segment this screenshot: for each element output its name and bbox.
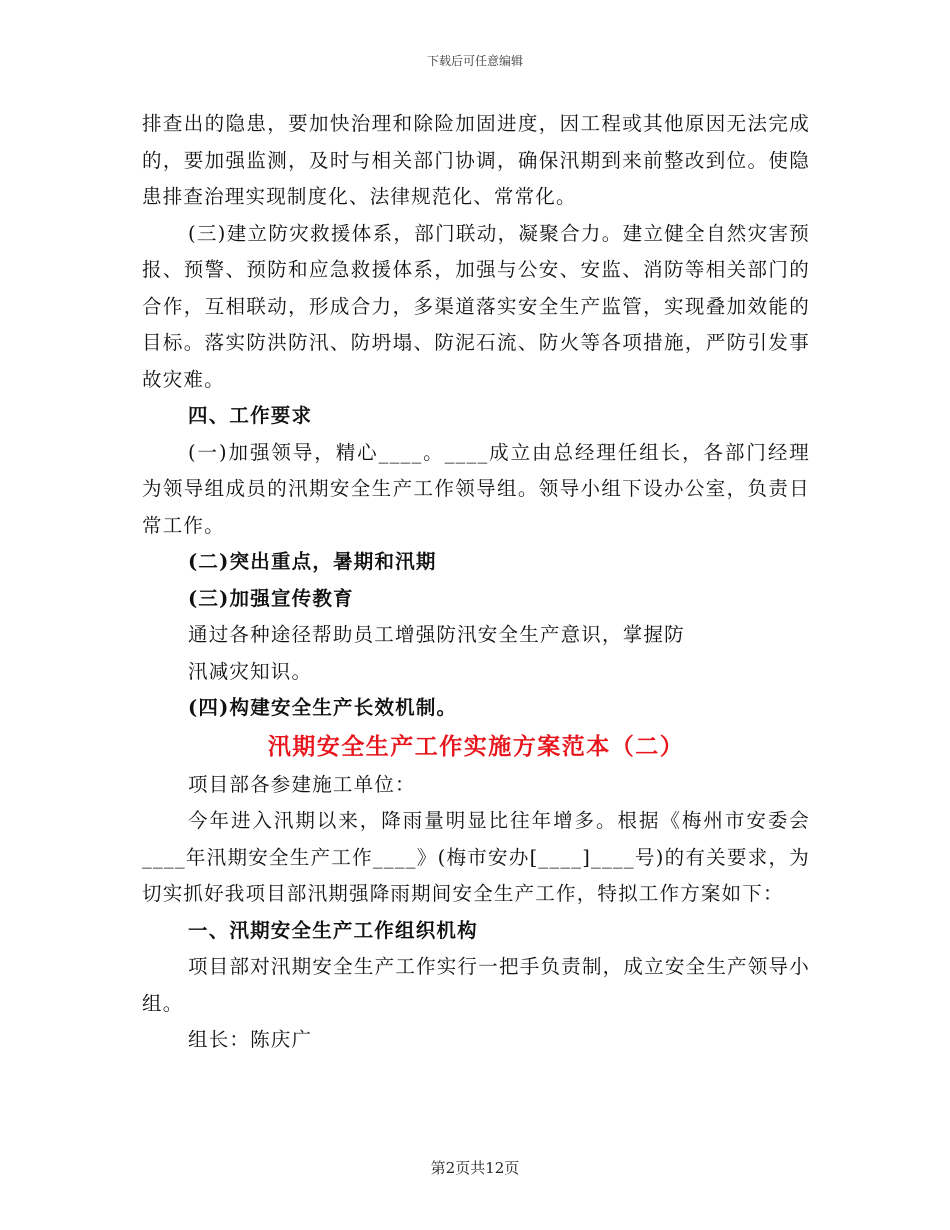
heading-publicity: (三)加强宣传教育: [188, 586, 354, 610]
heading-work-requirements: 四、工作要求: [188, 404, 313, 427]
heading-organization: 一、汛期安全生产工作组织机构: [188, 918, 478, 942]
paragraph-team-leader: 组长：陈庆广: [188, 1028, 313, 1051]
paragraph-intro: 今年进入汛期以来，降雨量明显比往年增多。根据《梅州市安委会____年汛期安全生产工作____》(梅市安办[____]____号)的有关要求，为切实抓好我项目部汛期强降雨期间安全生产工作，特拟工作方案如下：: [142, 809, 810, 905]
paragraph-disaster-relief: (三)建立防灾救援体系，部门联动，凝聚合力。建立健全自然灾害预报、预警、预防和应急救援体系，加强与公安、安监、消防等相关部门的合作，互相联动，形成合力，多渠道落实安全生产监管，实现叠加效能的目标。落实防洪防汛、防坍塌、防泥石流、防火等各项措施，严防引发事故灾难。: [142, 221, 810, 391]
paragraph-responsibility: 项目部对汛期安全生产工作实行一把手负责制，成立安全生产领导小组。: [142, 955, 810, 1015]
page-footer: 第2页共12页: [430, 1159, 520, 1177]
document-body: [142, 106, 810, 1059]
paragraph-hazard-rectification: 排查出的隐患，要加快治理和除险加固进度，因工程或其他原因无法完成的，要加强监测，及时与相关部门协调，确保汛期到来前整改到位。使隐患排查治理实现制度化、法律规范化、常常化。: [142, 112, 810, 208]
heading-focus: (二)突出重点，暑期和汛期: [188, 550, 437, 573]
heading-long-term-mechanism: (四)构建安全生产长效机制。: [188, 696, 458, 719]
paragraph-addressee: 项目部各参建施工单位：: [188, 772, 416, 796]
paragraph-publicity-line2: 汛减灾知识。: [188, 659, 313, 683]
paragraph-publicity-line1: 通过各种途径帮助员工增强防汛安全生产意识，掌握防: [188, 623, 685, 646]
paragraph-leadership: (一)加强领导，精心____。____成立由总经理任组长，各部门经理为领导组成员的汛期安全生产工作领导组。领导小组下设办公室，负责日常工作。: [142, 440, 810, 537]
page-header: 下载后可任意编辑: [426, 54, 523, 68]
section-title: 汛期安全生产工作实施方案范本（二）: [267, 733, 685, 760]
